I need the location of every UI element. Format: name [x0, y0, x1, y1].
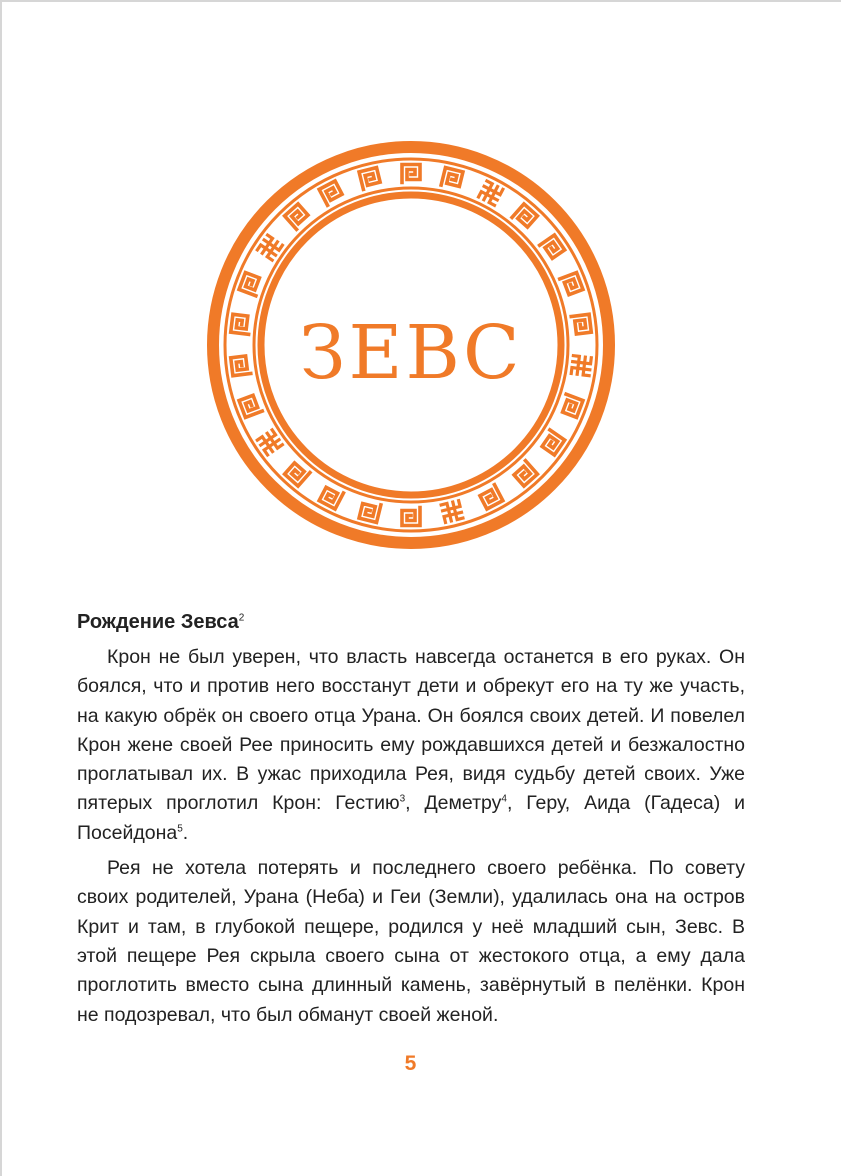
chapter-text	[77, 608, 745, 1030]
paragraph-text: Крон не был уверен, что власть навсегда останется в его руках. Он боялся, что и против него восстанут дети и обрекут его на ту же участь, на какую обрёк он своего отца Урана. Он боялся своих детей. И повелел Крон жене своей Рее приносить ему рождавшихся детей и безжалостно проглатывал их. В ужас приходила Рея, видя судьбу детей своих. Уже пятерых проглотил Крон: Гестию	[77, 646, 745, 815]
paragraph-text: , Деметру	[405, 792, 502, 815]
page-number: 5	[404, 1052, 417, 1075]
paragraph	[77, 643, 745, 848]
paragraph-text: .	[182, 821, 189, 844]
paragraphs	[77, 643, 745, 1030]
footnote-ref: 3	[399, 793, 406, 805]
emblem-title: ЗЕВС	[299, 310, 523, 396]
footnote-ref: 5	[177, 823, 183, 835]
footnote-ref: 4	[501, 793, 507, 805]
paragraph	[77, 854, 745, 1030]
page-edge-top	[0, 0, 841, 2]
page-edge-left	[0, 0, 2, 1176]
section-heading-text: Рождение Зевса	[77, 611, 239, 633]
paragraph-text: Рея не хотела потерять и последнего своего ребёнка. По совету своих родителей, Урана (Неба) и Геи (Земли), удалилась она на остров Крит и там, в глубокой пещере, родился у неё младший сын, Зевс. В этой пещере Рея скрыла своего сына от жестокого отца, а ему дала проглотить вместо сына длинный камень, завёрнутый в пелёнки. Крон не подозревал, что был обманут своей женой.	[77, 857, 745, 1026]
paragraph-text: , Геру, Аида (Гадеса) и Посейдона	[77, 792, 745, 844]
meander-ring-emblem	[204, 138, 618, 552]
footnote-ref: 2	[238, 612, 245, 624]
section-heading	[77, 608, 745, 636]
